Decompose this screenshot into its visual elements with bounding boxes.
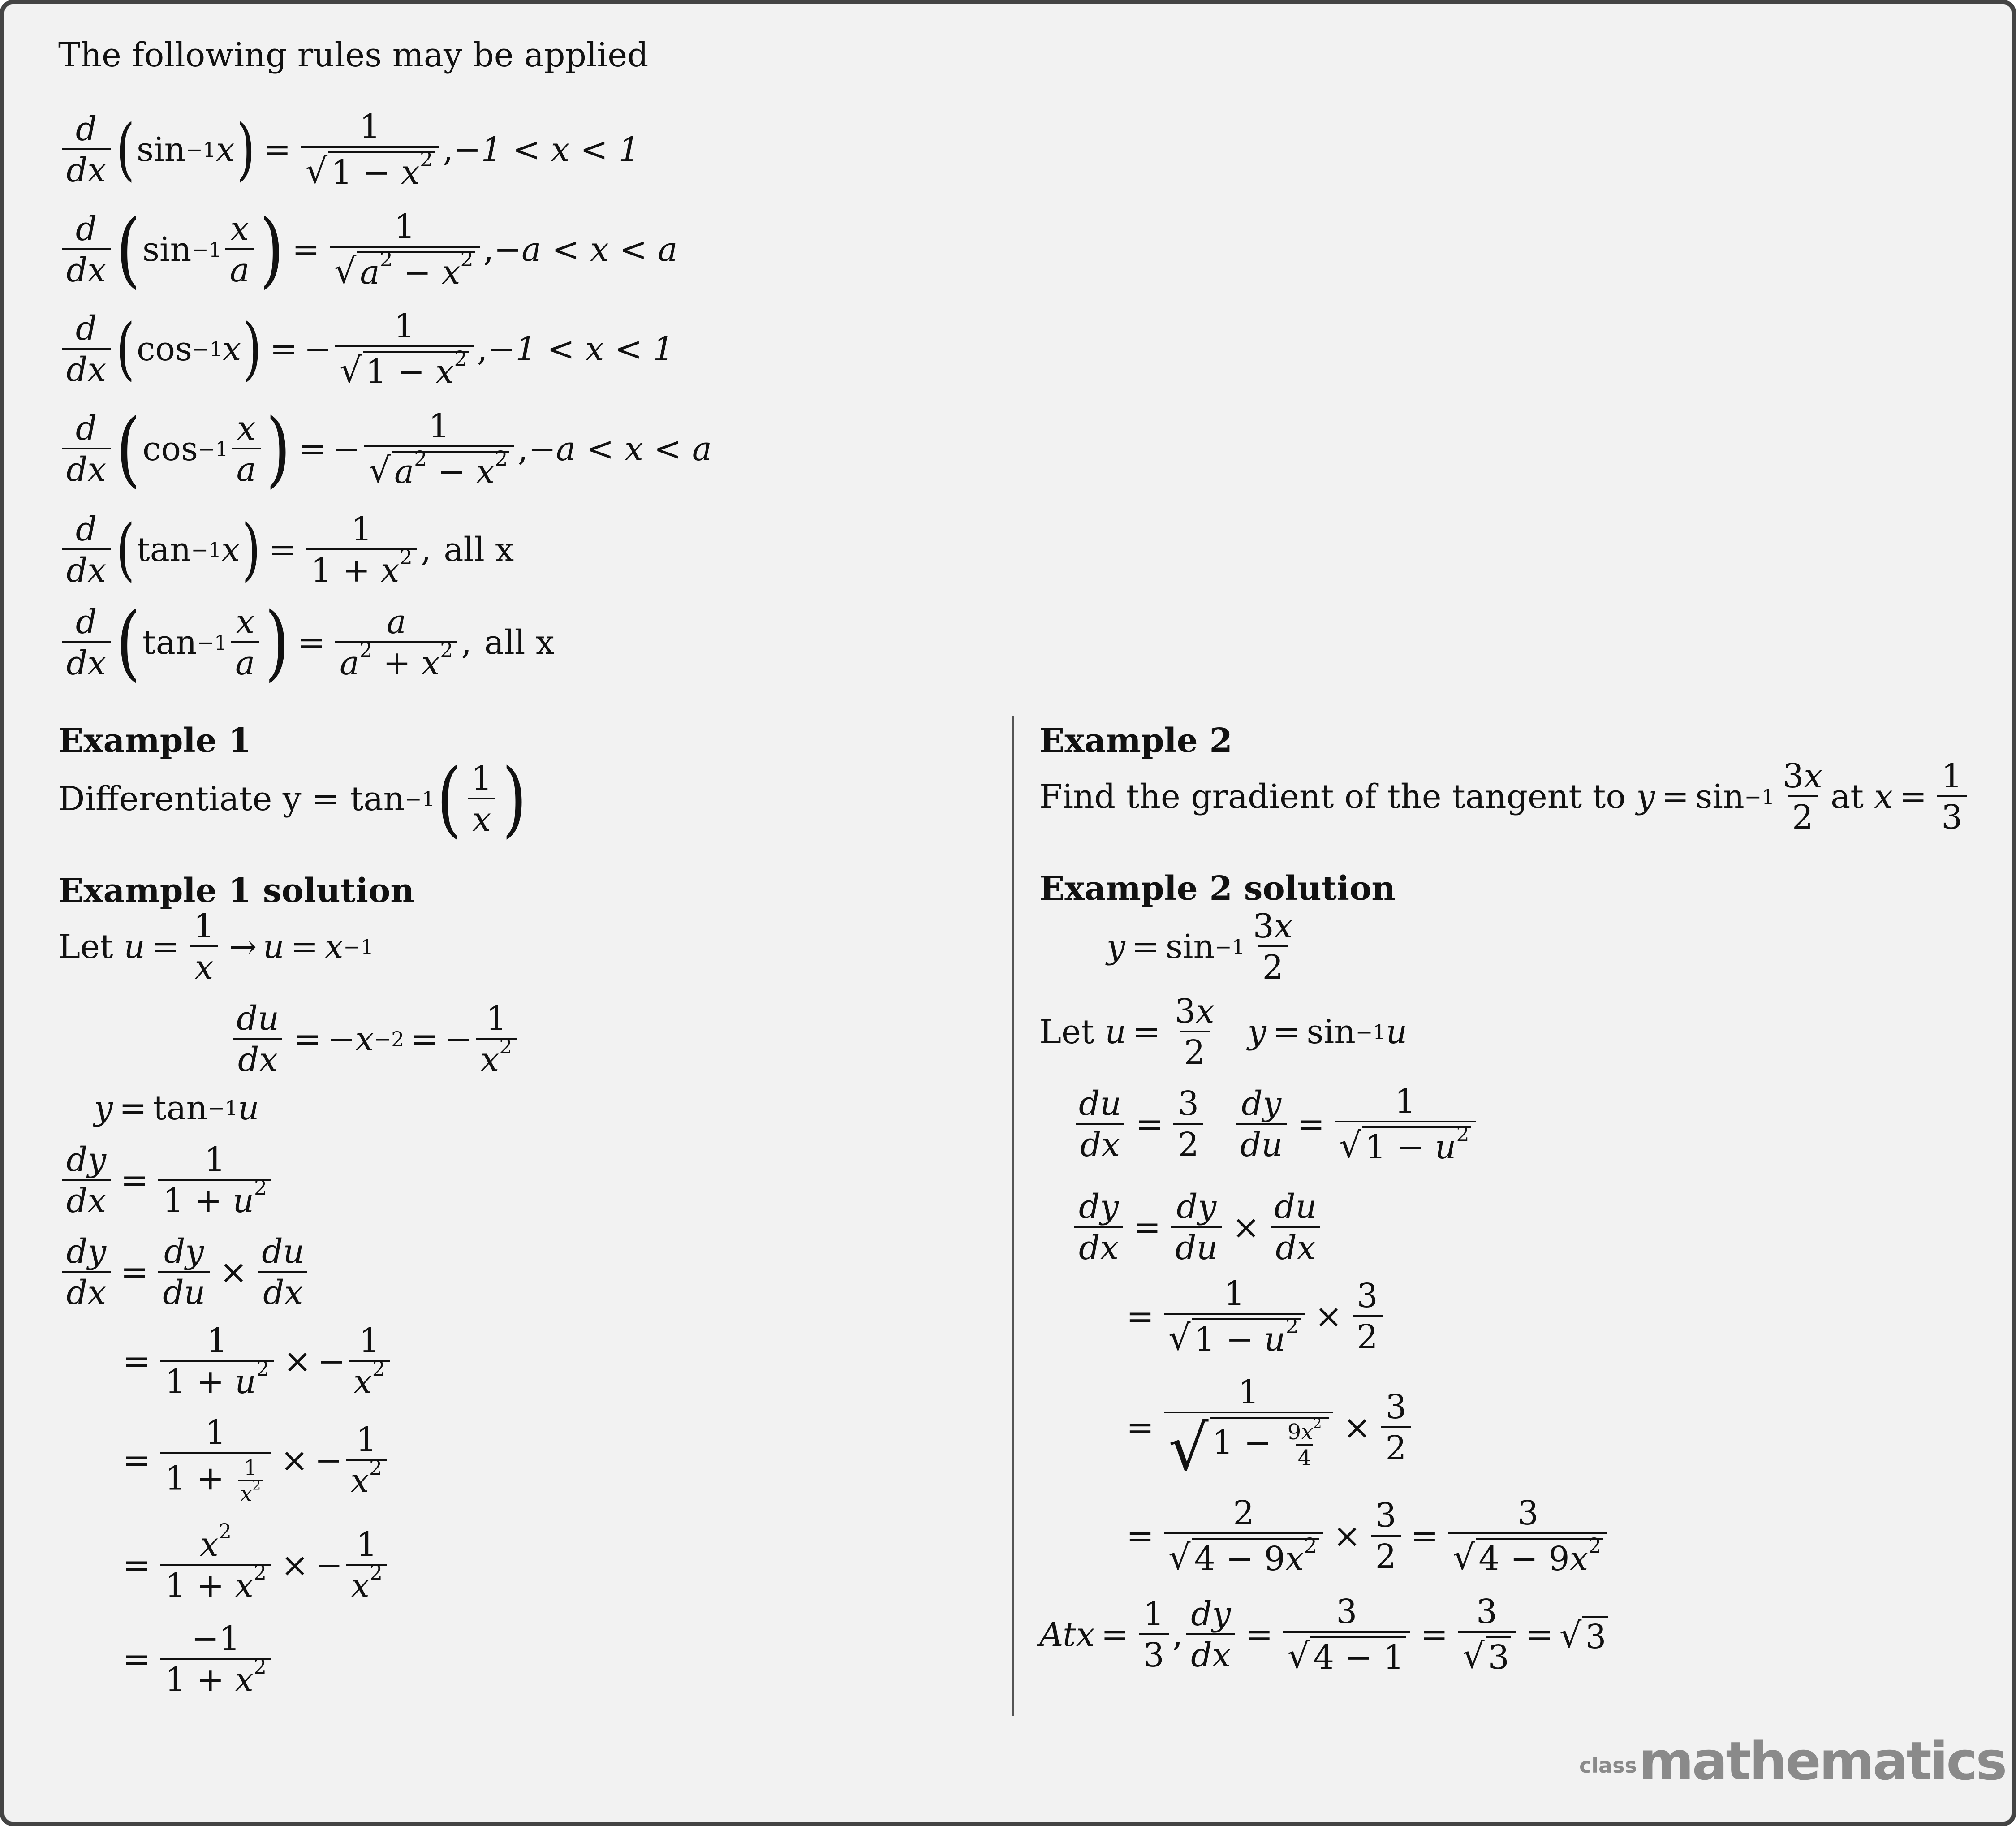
logo-name: mathematics — [1638, 1730, 2006, 1792]
ex2-line-chain: $\frac{dy}{dx}$ = $\frac{dy}{du}$ × $\frac{du}{dx}$ — [1071, 1187, 1325, 1265]
rule-4: $\frac{d}{dx}$ ( cos −1 $\frac{x}{a}$ ) = − 1 √ $a^2 - x^2$ , −a < x < a — [58, 409, 712, 488]
ex1-line-step1: = $\frac{1}{1 + u^2}$ × − $\frac{1}{x^2}$ — [116, 1324, 393, 1399]
example-1-heading: Example 1 — [58, 721, 251, 760]
example-1-statement: Differentiate y = tan −1 ( $\frac{1}{x}$ ) — [58, 751, 527, 847]
example-2-heading: Example 2 — [1039, 721, 1232, 760]
rule-1: $\frac{d}{dx}$ ( sin −1 x ) = 1 √ $1 - x^2$ , −1 < x < 1 — [58, 110, 640, 189]
rule-3: $\frac{d}{dx}$ ( cos −1 x ) = − 1 √ $1 - x^2$ , −1 < x < 1 — [58, 309, 674, 389]
ex2-let-word: Let — [1039, 1013, 1094, 1051]
ex1-line-step3: = $\frac{x^2}{1 + x^2}$ × − $\frac{1}{x^2}$ — [116, 1528, 391, 1602]
example-2-statement-text: Find the gradient of the tangent to — [1039, 777, 1626, 816]
rule-3-condition: −1 < x < 1 — [487, 330, 674, 368]
example-1-solution-heading: Example 1 solution — [58, 872, 415, 910]
example-2-at-word: at — [1831, 777, 1864, 816]
ex1-line-dydx: $\frac{dy}{dx}$ = $\frac{1}{1 + u^2}$ — [58, 1140, 275, 1217]
ex1-line-y: y = tan −1 u — [94, 1089, 259, 1127]
rule-5-condition: all x — [444, 531, 514, 569]
ex2-line-y: y = sin −1 $\frac{3x}{2}$ — [1107, 907, 1293, 987]
rule-4-condition: −a < x < a — [528, 430, 712, 468]
ex1-line-dudx: $\frac{du}{dx}$ = − x −2 = − $\frac{1}{x^2}$ — [228, 999, 520, 1076]
logo-prefix: class — [1579, 1753, 1637, 1778]
ex2-line-step1: = 1 √ $1 - u^2$ × $\frac{3}{2}$ — [1120, 1277, 1386, 1356]
ex2-line-step2: = 1 √ 1 − $\frac{9x^2}{4}$ × $\frac{3}{2}$ — [1120, 1376, 1414, 1480]
ex1-line-chain: $\frac{dy}{dx}$ = $\frac{dy}{du}$ × $\frac{du}{dx}$ — [58, 1232, 312, 1309]
ex1-line-step2: = 1 1 + $\frac{1}{x^2}$ × − $\frac{1}{x^2}$ — [116, 1416, 390, 1505]
rule-1-condition: −1 < x < 1 — [453, 130, 640, 169]
class-mathematics-logo — [1579, 1730, 2006, 1792]
example-1-statement-text: Differentiate y = tan — [58, 780, 405, 818]
column-divider — [1012, 716, 1014, 1716]
rule-6: $\frac{d}{dx}$ ( tan −1 $\frac{x}{a}$ ) = $\frac{a}{a^2 + x^2}$ , all x — [58, 603, 555, 680]
intro-text: The following rules may be applied — [58, 36, 649, 74]
example-2-statement: Find the gradient of the tangent to y = sin −1 $\frac{3x}{2}$ at x = $\frac{1}{3}$ — [1039, 760, 1970, 834]
ex2-line-final: Atx = $\frac{1}{3}$ , $\frac{dy}{dx}$ = 3 √ 4 − 1 = 3 √ 3 = √ 3 — [1039, 1595, 1608, 1674]
ex2-line-let: Let u = $\frac{3x}{2}$ y = sin −1 u — [1039, 992, 1408, 1072]
ex1-let-word: Let — [58, 928, 113, 966]
rule-2: $\frac{d}{dx}$ ( sin −1 $\frac{x}{a}$ ) = 1 √ $a^2 - x^2$ , −a < x < a — [58, 210, 677, 289]
rule-5: $\frac{d}{dx}$ ( tan −1 x ) = $\frac{1}{1 + x^2}$ , all x — [58, 510, 514, 587]
example-2-solution-heading: Example 2 solution — [1039, 869, 1396, 908]
ex1-line-result: = $\frac{-1}{1 + x^2}$ — [116, 1622, 275, 1696]
rule-2-condition: −a < x < a — [494, 230, 678, 269]
rule-6-condition: all x — [484, 623, 555, 662]
ex2-line-derivs: $\frac{du}{dx}$ = $\frac{3}{2}$ $\frac{dy}{du}$ = 1 √ $1 - u^2$ — [1071, 1084, 1479, 1164]
ex1-line-let: Let u = $\frac{1}{x}$ → u = x −1 — [58, 907, 374, 987]
ex2-line-step3: = 2 √ $4 - 9x^2$ × $\frac{3}{2}$ = 3 √ $4 - 9x^2$ — [1120, 1497, 1611, 1576]
